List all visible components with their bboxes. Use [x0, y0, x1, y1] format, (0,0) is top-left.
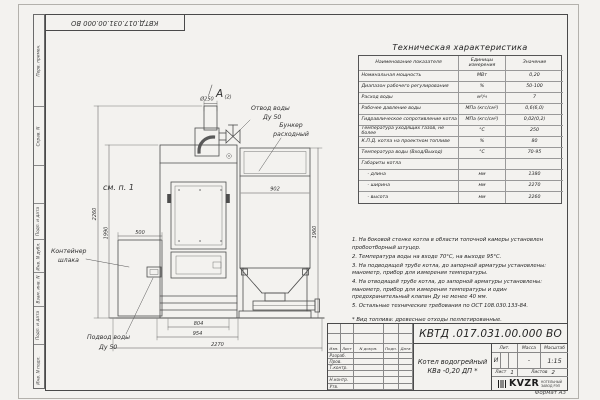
margin-cell	[34, 107, 44, 166]
table-cell: Гидравлическое сопротивление котла	[359, 115, 459, 126]
title-block-right-section	[491, 344, 567, 390]
fuel-note: * Вид топлива: древесные отходы пеллетированные.	[352, 316, 502, 323]
table-cell: 0,02(0,2)	[506, 115, 563, 126]
barcode-icon	[498, 380, 507, 388]
note-5: 5. Остальные технические требования по ОСТ 108.030.133-84.	[352, 303, 529, 310]
sheet-value: 1	[510, 369, 514, 376]
table-cell: 0,20	[506, 71, 563, 82]
product-name	[413, 344, 491, 390]
label-bunker: Бункер	[279, 122, 303, 129]
table-cell: °С	[459, 148, 506, 159]
tb-cell	[354, 324, 384, 334]
margin-label: Инв. N подл.	[36, 355, 42, 385]
top-doc-number-text: КВТД.017.031.00.000 ВО	[71, 18, 159, 27]
tb-role-nkontr: Н.контр.	[328, 377, 354, 384]
product-name-line1: Котел водогрейный	[417, 358, 488, 367]
tb-role-razrab: Разраб.	[328, 353, 354, 359]
table-cell: Диапазон рабочего регулирования	[359, 82, 459, 93]
dim-1960: 1960	[312, 225, 319, 239]
lit-label: Лит.	[492, 344, 518, 353]
table-cell: 80	[506, 137, 563, 148]
tb-role-utv: Утв.	[328, 384, 354, 391]
tb-cell	[399, 334, 413, 344]
margin-cell	[34, 273, 44, 307]
title-block-left-section	[328, 324, 413, 390]
dim-2260: 2260	[92, 207, 98, 221]
table-cell: 2260	[528, 194, 541, 200]
tb-header-data: Дата	[399, 344, 413, 353]
lit-cell-3	[509, 353, 518, 369]
table-cell: - ширина	[359, 181, 459, 192]
margin-cell	[34, 240, 44, 273]
table-cell	[506, 159, 563, 170]
table-cell: мм	[459, 181, 506, 192]
tb-cell	[341, 334, 354, 344]
boiler-drawing	[46, 76, 358, 372]
tb-header-docnum: N докум.	[354, 344, 384, 353]
table-cell: 250	[506, 126, 563, 137]
note-2: 2. Температура воды на входе 70°С, на выходе 95°С.	[352, 253, 502, 260]
margin-label: Перв. примен.	[36, 44, 42, 77]
tb-header-podp: Подп.	[384, 344, 399, 353]
table-cell: %	[459, 82, 506, 93]
logo-caption-2: ЗАВОД РЭП	[541, 383, 561, 388]
label-see-note-1: см. п. 1	[103, 183, 134, 192]
table-cell: 7	[506, 93, 563, 104]
tb-cell	[384, 384, 399, 391]
col-header: Значение	[506, 56, 563, 71]
margin-cell-empty	[34, 166, 44, 204]
view-label-note: (2)	[224, 94, 232, 101]
label-water-outlet-dn: Ду 50	[263, 114, 282, 121]
format-label: Формат А3	[534, 390, 566, 396]
table-cell: Расход воды	[359, 93, 459, 104]
tb-cell	[328, 334, 341, 344]
sheet-label: Лист	[495, 370, 507, 375]
frame-left-margin	[33, 14, 45, 389]
sheets-cell	[518, 369, 568, 377]
dim-2270: 2270	[211, 342, 224, 348]
tech-characteristics	[358, 42, 562, 204]
table-cell: °С	[459, 126, 506, 137]
table-cell: Габариты котла	[359, 159, 459, 170]
col-header: Единицы измерения	[459, 56, 506, 71]
margin-label: Подп. и дата	[36, 206, 42, 237]
table-cell: Рабочее давление воды	[359, 104, 459, 115]
lit-cell-2	[501, 353, 509, 369]
margin-label: Подп. и дата	[36, 310, 42, 341]
scale-label: Масштаб	[541, 344, 568, 353]
label-bunker-2: расходный	[273, 131, 309, 138]
dim-804: 804	[193, 321, 204, 327]
margin-label: Инв. N дубл.	[36, 241, 42, 271]
table-cell: К.П.Д. котла на проектном топливе	[359, 137, 459, 148]
table-cell: м³/ч	[459, 93, 506, 104]
chimney-and-valve	[94, 101, 240, 156]
mass-value: -	[518, 353, 541, 369]
label-water-outlet: Отвод воды	[251, 105, 290, 112]
callout-labels	[51, 105, 309, 351]
product-name-line2: КВа -0,20 ДП *	[427, 367, 478, 375]
note-1: 1. На боковой стенке котла в области топочной камеры установлен пробоотборный штуцер.	[352, 237, 544, 251]
view-arrow	[209, 85, 213, 96]
table-cell: - высота	[359, 192, 459, 203]
table-cell: мм	[459, 192, 506, 203]
table-cell: МВт	[459, 71, 506, 82]
table-cell: %	[459, 137, 506, 148]
tb-cell	[384, 324, 399, 334]
tb-cell	[399, 324, 413, 334]
label-slag-container: Контейнер	[51, 248, 87, 255]
dim-902: 902	[270, 186, 280, 193]
table-cell: 50-100	[506, 82, 563, 93]
sheets-label: Листов	[531, 370, 548, 375]
label-slag-container-2: шлака	[58, 257, 79, 264]
tb-cell	[341, 324, 354, 334]
table-cell: мм	[459, 170, 506, 181]
fuel-bunker	[239, 148, 320, 318]
table-cell: Номинальная мощность	[359, 71, 459, 82]
view-label: А	[216, 88, 224, 100]
tb-cell	[399, 384, 413, 391]
tb-cell	[384, 334, 399, 344]
tech-characteristics-table	[358, 55, 562, 204]
table-cell: Температура воды (Вход/Выход)	[359, 148, 459, 159]
table-cell: 70-95	[506, 148, 563, 159]
lit-value: И	[492, 353, 501, 369]
tb-header-izm: Изм.	[328, 344, 341, 353]
top-doc-number-stamp	[45, 14, 185, 31]
margin-cell	[34, 15, 44, 107]
table-cell	[459, 159, 506, 170]
tb-cell	[354, 384, 384, 391]
dim-1990: 1990	[103, 226, 110, 240]
table-cell: 0,6(6,0)	[506, 104, 563, 115]
tb-role-prov: Пров.	[328, 359, 354, 365]
margin-label: Взам. инв. N	[36, 275, 42, 304]
margin-cell	[34, 345, 44, 395]
logo-caption-1: КОТЕЛЬНЫЙ	[541, 379, 563, 384]
table-cell: 1380	[506, 170, 563, 181]
col-header: Наименование показателя	[359, 56, 459, 71]
table-cell: МПа (кгс/см²)	[459, 115, 506, 126]
margin-cell	[34, 307, 44, 345]
table-cell: - длина	[359, 170, 459, 181]
boiler-body	[160, 145, 237, 318]
table-cell: МПа (кгс/см²)	[459, 104, 506, 115]
note-4: 4. На отводящей трубе котла, до запорной арматуры установлены: манометр, прибор для измерения температуры и один предохранительный клапан Ду не менее 40 мм.	[352, 279, 542, 301]
technical-notes	[352, 237, 564, 324]
tb-cell	[328, 324, 341, 334]
table-cell: Температура уходящих газов, не более	[359, 126, 459, 137]
label-water-inlet: Подвод воды	[87, 334, 130, 341]
margin-label: Справ. N	[36, 126, 42, 146]
scale-value: 1:15	[541, 353, 568, 369]
dim-954: 954	[192, 331, 203, 337]
dim-d250: Ø250	[200, 96, 214, 103]
sheet-cell	[492, 369, 518, 377]
dim-500: 500	[135, 230, 145, 236]
tb-header-list: Лист	[341, 344, 354, 353]
label-water-inlet-dn: Ду 50	[99, 344, 118, 351]
tech-characteristics-title: Техническая характеристика	[392, 42, 528, 52]
tb-role-tkontr: Т.контр.	[328, 365, 354, 371]
table-cell: 2270	[506, 181, 563, 192]
logo-text: KVZR	[508, 378, 540, 389]
manufacturer-logo	[492, 377, 568, 390]
mass-label: Масса	[518, 344, 541, 353]
margin-cell	[34, 204, 44, 240]
note-3: 3. На подводящей трубе котла, до запорной арматуры установлены: манометр, прибор для измерения температуры.	[352, 262, 547, 277]
doc-number: КВТД .017.031.00.000 ВО	[413, 324, 567, 344]
title-block	[327, 323, 568, 391]
tb-cell	[354, 334, 384, 344]
sheets-value: 2	[551, 369, 555, 376]
